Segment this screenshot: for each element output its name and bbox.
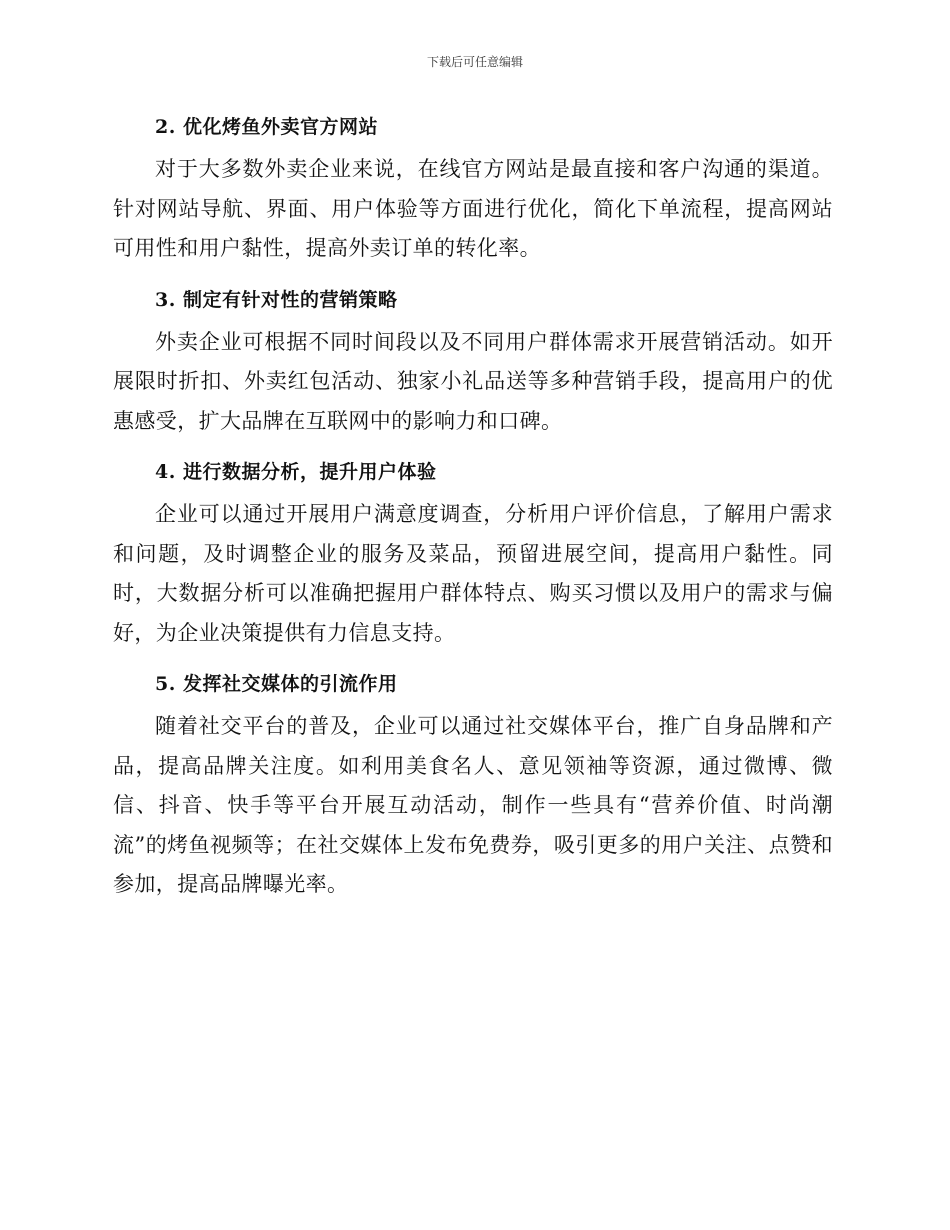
section-website: [113, 110, 833, 269]
section-heading: 4. 进行数据分析，提升用户体验: [155, 461, 437, 483]
document-body: [113, 110, 833, 917]
header-note: 下载后可任意编辑: [426, 55, 523, 69]
section-heading: 2. 优化烤鱼外卖官方网站: [155, 116, 378, 138]
section-paragraph: 外卖企业可根据不同时间段以及不同用户群体需求开展营销活动。如开展限时折扣、外卖红包活动、独家小礼品送等多种营销手段，提高用户的优惠感受，扩大品牌在互联网中的影响力和口碑。: [113, 329, 833, 433]
section-data-analysis: [113, 455, 833, 653]
section-marketing: [113, 283, 833, 442]
section-paragraph: 企业可以通过开展用户满意度调查，分析用户评价信息，了解用户需求和问题，及时调整企业的服务及菜品，预留进展空间，提高用户黏性。同时，大数据分析可以准确把握用户群体特点、购买习惯以及用户的需求与偏好，为企业决策提供有力信息支持。: [113, 502, 833, 645]
section-paragraph: 随着社交平台的普及，企业可以通过社交媒体平台，推广自身品牌和产品，提高品牌关注度。如利用美食名人、意见领袖等资源，通过微博、微信、抖音、快手等平台开展互动活动，制作一些具有“营养价值、时尚潮流”的烤鱼视频等；在社交媒体上发布免费券，吸引更多的用户关注、点赞和参加，提高品牌曝光率。: [113, 714, 833, 896]
section-social-media: [113, 667, 833, 905]
section-heading: 3. 制定有针对性的营销策略: [155, 288, 398, 311]
section-paragraph: 对于大多数外卖企业来说，在线官方网站是最直接和客户沟通的渠道。针对网站导航、界面、用户体验等方面进行优化，简化下单流程，提高网站可用性和用户黏性，提高外卖订单的转化率。: [113, 157, 833, 260]
section-heading: 5. 发挥社交媒体的引流作用: [155, 673, 398, 695]
